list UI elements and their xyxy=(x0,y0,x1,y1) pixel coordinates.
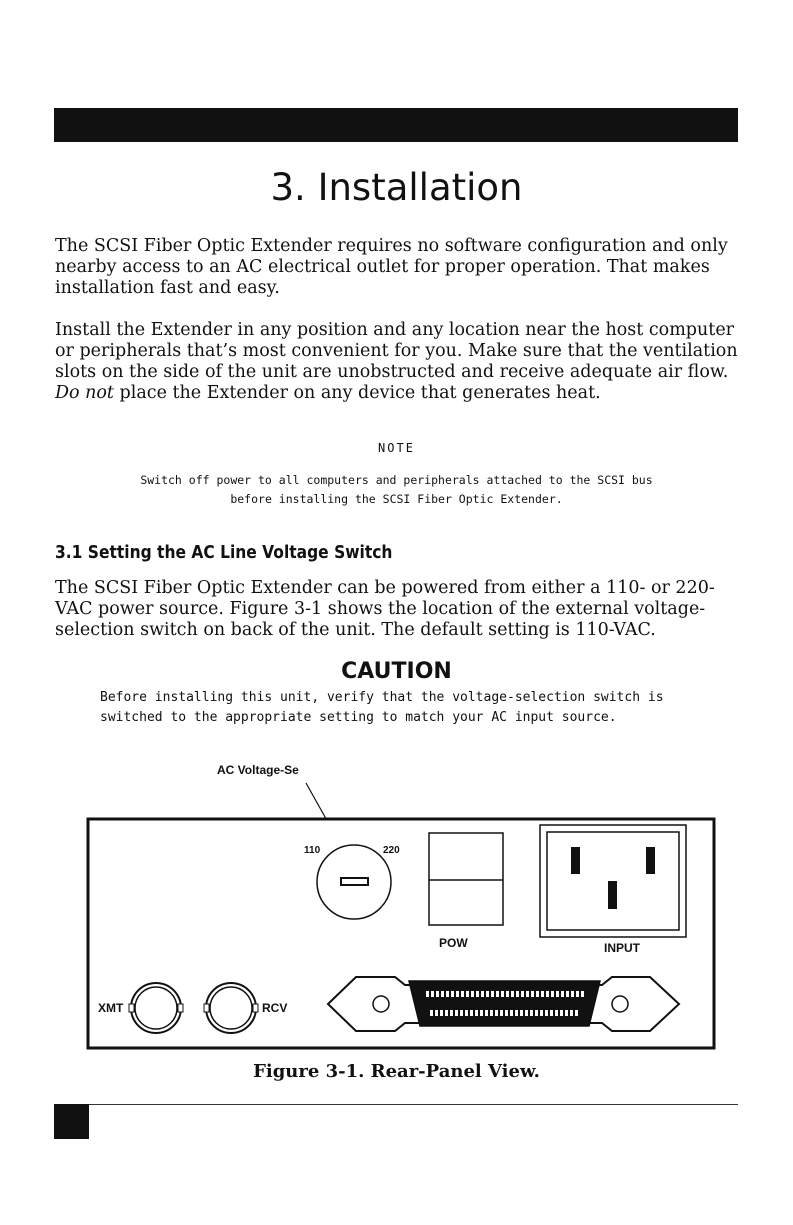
rcv-connector-inner xyxy=(210,987,252,1029)
rcv-label: RCV xyxy=(262,1001,288,1015)
scsi-shell xyxy=(409,981,600,1026)
switch-label-110: 110 xyxy=(304,845,321,856)
note-line-1: Switch off power to all computers and peripherals attached to the SCSI bus xyxy=(140,473,653,487)
note-label: NOTE xyxy=(378,441,415,455)
rcv-connector-tab-left xyxy=(204,1004,209,1012)
input-label: INPUT xyxy=(604,941,640,955)
note-line-2: before installing the SCSI Fiber Optic Extender. xyxy=(230,492,563,506)
rcv-connector-tab-right xyxy=(253,1004,258,1012)
scsi-connector xyxy=(328,977,679,1031)
placement-text-end: place the Extender on any device that generates heat. xyxy=(113,383,601,403)
figure-caption: Figure 3-1. Rear-Panel View. xyxy=(253,1061,540,1082)
rear-panel-figure xyxy=(0,755,793,1055)
scsi-screw-left xyxy=(373,996,389,1012)
caution-text xyxy=(100,688,740,728)
xmt-connector-tab-left xyxy=(129,1004,134,1012)
page-tab xyxy=(54,1104,89,1139)
xmt-connector-inner xyxy=(135,987,177,1029)
caution-label: CAUTION xyxy=(341,659,452,684)
chapter-title: 3. Installation xyxy=(270,166,523,209)
section-heading: 3.1 Setting the AC Line Voltage Switch xyxy=(55,542,393,563)
scsi-screw-right xyxy=(612,996,628,1012)
voltage-switch-slot xyxy=(341,878,368,885)
caution-line-2: switched to the appropriate setting to match your AC input source. xyxy=(100,710,617,725)
ac-input-pin-right xyxy=(646,847,655,874)
power-label: POW xyxy=(439,936,468,950)
intro-paragraph: The SCSI Fiber Optic Extender requires no software configuration and only nearby access to an AC electrical outlet for proper operation. That makes installation fast and easy. xyxy=(55,236,728,298)
switch-label-220: 220 xyxy=(383,845,400,856)
note-text xyxy=(60,471,733,509)
callout-label: AC Voltage-Se xyxy=(217,763,299,777)
xmt-connector-tab-right xyxy=(178,1004,183,1012)
voltage-paragraph: The SCSI Fiber Optic Extender can be powered from either a 110- or 220-VAC power source. Figure 3-1 shows the location of the external voltage-selection switch on back of the unit. The default setting is 110-VAC. xyxy=(55,578,715,640)
ac-input-pin-ground xyxy=(608,881,617,909)
do-not-emphasis: Do not xyxy=(55,383,114,403)
header-bar xyxy=(54,108,738,142)
xmt-label: XMT xyxy=(98,1001,124,1015)
footer-rule xyxy=(54,1104,738,1105)
ac-input-pin-left xyxy=(571,847,580,874)
caution-line-1: Before installing this unit, verify that the voltage-selection switch is xyxy=(100,690,664,705)
power-switch xyxy=(429,833,503,925)
placement-text-start: Install the Extender in any position and any location near the host computer or peripherals that’s most convenient for you. Make sure that the ventilation slots on the side of the unit are unobstructed and receive adequate air flow. xyxy=(55,320,738,382)
placement-paragraph xyxy=(55,320,745,404)
